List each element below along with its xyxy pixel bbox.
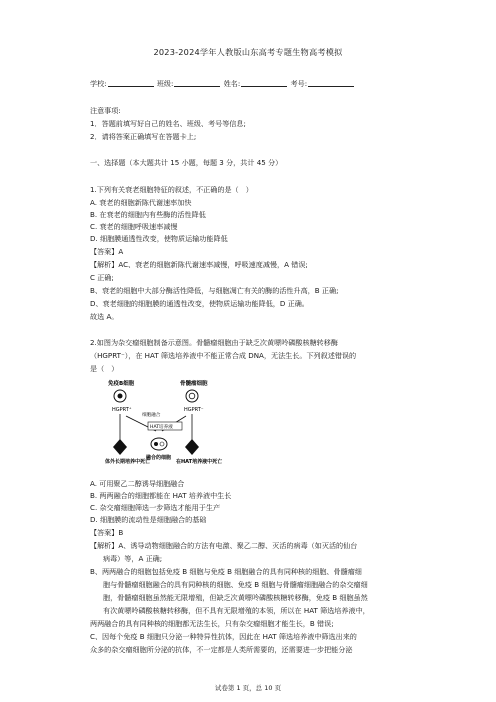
section-heading: 一、选择题（本大题共计 15 小题，每题 3 分，共计 45 分） [90, 158, 283, 167]
hgprt-plus-label: HGPRT⁺ [112, 407, 132, 413]
school-label: 学校: [90, 79, 107, 88]
myeloma-nucleus [189, 393, 195, 399]
exam-number-blank[interactable] [308, 80, 354, 87]
q2-explanation-line: C、因每个免疫 B 细胞只分泌一种特异性抗体，因此在 HAT 筛选培养液中筛选出来的 [90, 632, 357, 641]
q1-explanation-line: 故选 A。 [90, 312, 119, 321]
question-2-stem-line: （HGPRT⁻），在 HAT 筛选培养液中不能正常合成 DNA，无法生长。下列叙述错误的 [90, 351, 357, 360]
note-item: 1．答题前填写好自己的姓名、班级、考号等信息; [90, 119, 246, 128]
note-item: 2．请将答案正确填写在答题卡上; [90, 132, 197, 141]
student-info-row [90, 79, 355, 88]
b-cell-label: 免疫B细胞 [108, 381, 135, 387]
q2-explanation-line: 胞与骨髓瘤细胞融合的具有同种核的细胞、免疫 B 细胞与骨髓瘤细胞融合的杂交瘤细 [103, 580, 368, 589]
class-blank[interactable] [174, 80, 220, 87]
dead-cell-right-icon [185, 439, 199, 455]
q1-explanation-line: B、衰老的细胞中大部分酶活性降低，与细胞凋亡有关的酶的活性升高，B 正确; [90, 286, 339, 295]
hat-label: HAT培养液 [150, 425, 173, 430]
fused-nucleus-2 [160, 442, 164, 446]
q1-explanation-line: C 正确; [90, 273, 114, 282]
q2-explanation-line: 病毒）等，A 正确; [103, 554, 163, 563]
fused-cell-label: 融合的细胞 [146, 455, 172, 461]
page-title: 2023-2024学年人教版山东高考专题生物高考模拟 [153, 47, 343, 57]
q2-explanation-line: 两两融合的具有同种核的细胞都无法生长，只有杂交瘤细胞才能生长，B 错误; [90, 619, 334, 628]
q2-option-b: B. 两两融合的细胞都能在 HAT 培养液中生长 [90, 491, 232, 500]
q1-answer: 【答案】A [90, 247, 124, 256]
q2-explanation-line: 胞，骨髓瘤细胞虽然能无限增殖，但缺乏次黄嘌呤磷酸核糖转移酶，免疫 B 细胞虽然 [103, 593, 368, 602]
q2-explanation-line: 众多的杂交瘤细胞所分泌的抗体，不一定都是人类所需要的，还需要进一步把能分泌 [90, 645, 353, 654]
dies-in-vitro-label: 体外长期培养中死亡 [105, 459, 151, 465]
q2-explanation-line: 有次黄嘌呤磷酸核糖转移酶，但不具有无限增殖的本领，所以在 HAT 筛选培养液中， [103, 606, 370, 615]
fusion-label: 细胞融合 [142, 413, 161, 418]
page-footer: 试卷第 1 页，总 10 页 [214, 684, 282, 692]
dead-cell-left-icon [113, 439, 127, 455]
q1-option-b: B. 在衰老的细胞内有些酶的活性降低 [90, 210, 206, 219]
myeloma-label: 骨髓瘤细胞 [180, 381, 208, 387]
b-cell-nucleus [118, 394, 123, 399]
question-1-stem: 1.下列有关衰老细胞特征的叙述，不正确的是（ ） [90, 185, 253, 194]
dies-in-hat-label: 在HAT培养液中死亡 [176, 459, 223, 465]
q2-answer: 【答案】B [90, 528, 124, 537]
question-2-stem-line: 是（ ） [90, 364, 119, 373]
notes-heading: 注意事项: [90, 106, 121, 115]
name-label: 姓名: [223, 79, 241, 88]
q1-explanation-line: 【解析】AC、衰老的细胞新陈代谢速率减慢，呼吸速度减慢，A 错误; [90, 260, 308, 269]
exam-number-label: 考号: [290, 79, 308, 88]
q2-option-d: D. 细胞膜的流动性是细胞融合的基础 [90, 515, 207, 524]
q1-option-c: C. 衰老的细胞呼吸速率减慢 [90, 222, 178, 231]
school-blank[interactable] [108, 80, 154, 87]
class-label: 班级: [156, 79, 174, 88]
hgprt-minus-label: HGPRT⁻ [184, 407, 204, 413]
q1-option-d: D. 细胞膜通透性改变，使物质运输功能降低 [90, 234, 228, 243]
q1-option-a: A. 衰老的细胞新陈代谢速率加快 [90, 198, 192, 207]
q2-explanation-line: 【解析】A、诱导动物细胞融合的方法有电激、聚乙二醇、灭活的病毒（如灭活的仙台 [90, 541, 358, 550]
q1-explanation-line: D、衰老细胞的细胞膜的通透性改变，使物质运输功能降低，D 正确。 [90, 299, 309, 308]
fused-nucleus-1 [154, 442, 158, 446]
q2-option-c: C. 杂交瘤细胞筛选一步筛选才能用于生产 [90, 503, 221, 512]
q2-option-a: A. 可用聚乙二醇诱导细胞融合 [90, 479, 185, 488]
fused-cell-icon [151, 438, 167, 450]
question-2-stem-line: 2.如图为杂交瘤细胞制备示意图。骨髓瘤细胞由于缺乏次黄嘌呤磷酸核糖转移酶 [90, 338, 338, 347]
hybridoma-diagram [104, 376, 224, 476]
name-blank[interactable] [241, 80, 287, 87]
q2-explanation-line: B、两两融合的细胞包括免疫 B 细胞与免疫 B 细胞融合的具有同种核的细胞、骨髓瘤细 [90, 567, 362, 576]
